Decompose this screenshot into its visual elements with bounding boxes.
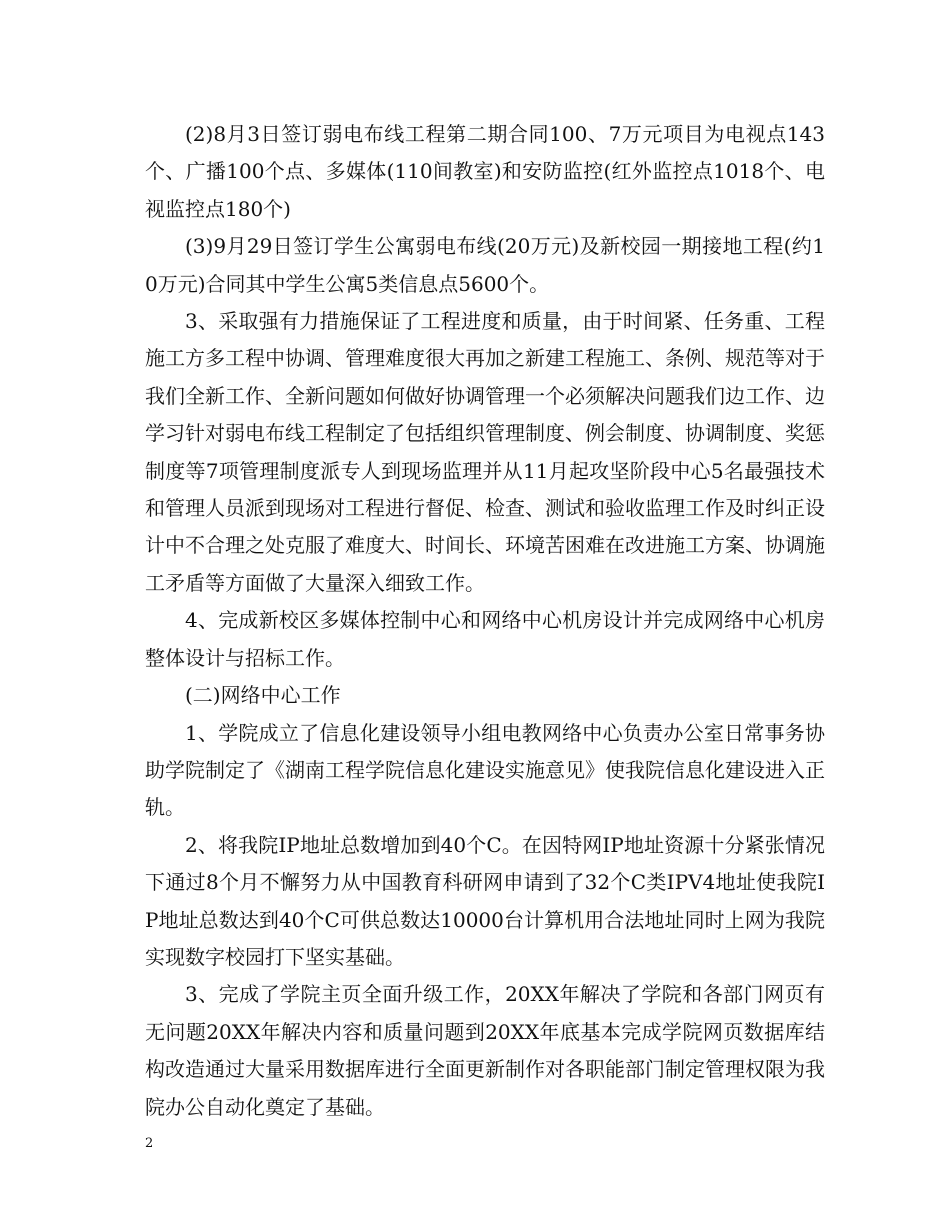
document-body bbox=[145, 116, 825, 1126]
page-number: 2 bbox=[145, 1136, 154, 1151]
paragraph-quality-measures: 3、采取强有力措施保证了工程进度和质量，由于时间紧、任务重、工程施工方多工程中协调、管理难度很大再加之新建工程施工、条例、规范等对于我们全新工作、全新问题如何做好协调管理一个必须解决问题我们边工作、边学习针对弱电布线工程制定了包括组织管理制度、例会制度、协调制度、奖惩制度等7项管理制度派专人到现场监理并从11月起攻坚阶段中心5名最强技术和管理人员派到现场对工程进行督促、检查、测试和验收监理工作及时纠正设计中不合理之处克服了难度大、时间长、环境苦困难在改进施工方案、协调施工矛盾等方面做了大量深入细致工作。 bbox=[145, 309, 825, 595]
paragraph-homepage-upgrade: 3、完成了学院主页全面升级工作，20XX年解决了学院和各部门网页有无问题20XX年解决内容和质量问题到20XX年底基本完成学院网页数据库结构改造通过大量采用数据库进行全面更新制作对各职能部门制定管理权限为我院办公自动化奠定了基础。 bbox=[145, 982, 825, 1119]
paragraph-ip-address-expansion: 2、将我院IP地址总数增加到40个C。在因特网IP地址资源十分紧张情况下通过8个月不懈努力从中国教育科研网申请到了32个C类IPV4地址使我院IP地址总数达到40个C可供总数达10000台计算机用合法地址同时上网为我院实现数字校园打下坚实基础。 bbox=[145, 832, 825, 969]
section-heading-network-center: (二)网络中心工作 bbox=[185, 683, 341, 708]
paragraph-contract-phase-two: (2)8月3日签订弱电布线工程第二期合同100、7万元项目为电视点143个、广播100个点、多媒体(110间教室)和安防监控(红外监控点1018个、电视监控点180个) bbox=[145, 122, 825, 221]
paragraph-informatization-group: 1、学院成立了信息化建设领导小组电教网络中心负责办公室日常事务协助学院制定了《湖南工程学院信息化建设实施意见》使我院信息化建设进入正轨。 bbox=[145, 720, 825, 820]
paragraph-dormitory-contract: (3)9月29日签订学生公寓弱电布线(20万元)及新校园一期接地工程(约10万元)合同其中学生公寓5类信息点5600个。 bbox=[145, 234, 825, 296]
paragraph-control-center-design: 4、完成新校区多媒体控制中心和网络中心机房设计并完成网络中心机房整体设计与招标工作。 bbox=[145, 608, 825, 670]
